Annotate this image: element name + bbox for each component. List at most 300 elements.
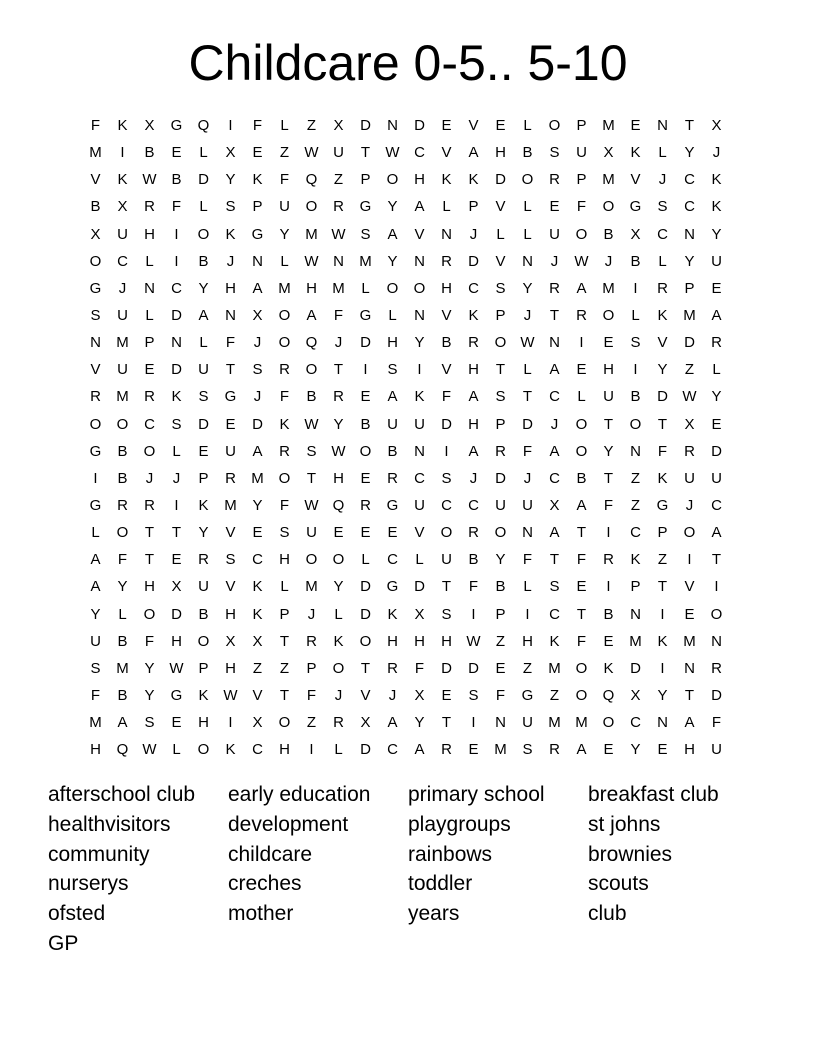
grid-letter: Y — [711, 225, 722, 243]
grid-letter: F — [441, 388, 452, 406]
grid-letter: N — [90, 334, 101, 352]
grid-letter: U — [117, 225, 128, 243]
grid-letter: X — [90, 225, 101, 243]
grid-letter: E — [684, 605, 695, 623]
grid-letter: T — [657, 578, 668, 596]
grid-letter: J — [307, 605, 316, 623]
grid-letter: V — [684, 578, 695, 596]
grid-letter: M — [116, 334, 129, 352]
grid-letter: H — [144, 578, 155, 596]
grid-letter: I — [660, 605, 665, 623]
grid-letter: Y — [603, 442, 614, 460]
grid-letter: O — [89, 415, 102, 433]
word-list — [48, 780, 768, 959]
grid-letter: H — [414, 171, 425, 189]
grid-letter: R — [333, 388, 344, 406]
grid-letter: Z — [630, 469, 641, 487]
word-list-item: afterschool club — [48, 783, 196, 806]
grid-letter: Q — [116, 741, 129, 759]
grid-letter: H — [468, 415, 479, 433]
grid-letter: E — [603, 741, 614, 759]
grid-letter: X — [252, 306, 263, 324]
grid-letter: R — [711, 334, 722, 352]
grid-letter: S — [657, 198, 668, 216]
grid-letter: E — [252, 524, 263, 542]
grid-letter: D — [171, 361, 182, 379]
grid-letter: V — [225, 578, 236, 596]
grid-letter: E — [711, 279, 722, 297]
grid-letter: C — [630, 524, 641, 542]
grid-letter: R — [441, 741, 452, 759]
grid-letter: S — [225, 551, 236, 569]
grid-letter: O — [305, 551, 318, 569]
grid-letter: X — [630, 686, 641, 704]
grid-letter: Z — [630, 496, 641, 514]
grid-letter: P — [144, 334, 155, 352]
grid-letter: E — [495, 659, 506, 677]
grid-letter: K — [252, 578, 263, 596]
grid-letter: G — [359, 306, 372, 324]
grid-letter: U — [711, 469, 722, 487]
grid-letter: A — [387, 388, 398, 406]
grid-letter: V — [441, 144, 452, 162]
grid-letter: J — [604, 252, 613, 270]
grid-letter: F — [279, 171, 290, 189]
grid-letter: B — [90, 198, 101, 216]
grid-letter: D — [630, 659, 641, 677]
grid-letter: T — [603, 415, 614, 433]
grid-letter: G — [359, 198, 372, 216]
grid-letter: B — [117, 632, 128, 650]
grid-letter: F — [522, 442, 533, 460]
grid-letter: A — [414, 741, 425, 759]
grid-letter: M — [251, 469, 264, 487]
grid-letter: Y — [711, 388, 722, 406]
grid-letter: K — [198, 496, 209, 514]
grid-letter: L — [334, 605, 343, 623]
grid-letter: A — [117, 714, 128, 732]
grid-letter: K — [225, 741, 236, 759]
grid-letter: J — [658, 171, 667, 189]
grid-letter: E — [252, 144, 263, 162]
grid-letter: B — [630, 252, 641, 270]
grid-letter: I — [714, 578, 719, 596]
word-list-item: development — [228, 812, 349, 836]
grid-letter: B — [387, 442, 398, 460]
grid-letter: B — [360, 415, 371, 433]
grid-letter: N — [333, 252, 344, 270]
grid-letter: Z — [522, 659, 533, 677]
grid-letter: I — [228, 714, 233, 732]
grid-letter: X — [333, 117, 344, 134]
grid-letter: L — [118, 605, 127, 623]
grid-letter: C — [468, 496, 479, 514]
grid-letter: M — [629, 632, 642, 650]
grid-letter: N — [630, 442, 641, 460]
grid-letter: L — [361, 551, 370, 569]
grid-letter: S — [360, 225, 371, 243]
grid-letter: N — [252, 252, 263, 270]
grid-letter: Y — [252, 496, 263, 514]
grid-letter: K — [603, 659, 614, 677]
grid-letter: I — [525, 605, 530, 623]
grid-letter: O — [197, 741, 210, 759]
grid-letter: R — [117, 496, 128, 514]
grid-letter: A — [684, 714, 695, 732]
grid-letter: G — [656, 496, 669, 514]
grid-letter: U — [90, 632, 101, 650]
grid-letter: L — [631, 306, 640, 324]
grid-letter: U — [198, 578, 209, 596]
grid-letter: F — [522, 551, 533, 569]
grid-letter: C — [387, 551, 398, 569]
grid-letter: I — [93, 469, 98, 487]
grid-letter: L — [577, 388, 586, 406]
grid-letter: P — [252, 198, 263, 216]
page-title: Childcare 0-5.. 5-10 — [188, 35, 628, 91]
grid-letter: M — [575, 714, 588, 732]
grid-letter: F — [603, 496, 614, 514]
grid-letter: Z — [306, 714, 317, 732]
grid-letter: G — [89, 496, 102, 514]
grid-letter: Y — [333, 578, 344, 596]
grid-letter: T — [657, 415, 668, 433]
grid-letter: O — [359, 442, 372, 460]
grid-letter: K — [657, 306, 668, 324]
grid-letter: H — [603, 361, 614, 379]
grid-letter: D — [360, 605, 371, 623]
grid-letter: B — [171, 171, 182, 189]
grid-letter: P — [657, 524, 668, 542]
grid-letter: U — [387, 415, 398, 433]
grid-letter: W — [520, 334, 535, 352]
grid-letter: F — [414, 659, 425, 677]
word-list-item: community — [48, 842, 150, 866]
grid-letter: S — [144, 714, 155, 732]
grid-letter: Y — [198, 279, 209, 297]
grid-letter: K — [252, 605, 263, 623]
grid-letter: O — [116, 415, 129, 433]
grid-letter: T — [360, 659, 371, 677]
grid-letter: A — [387, 225, 398, 243]
grid-letter: A — [549, 361, 560, 379]
grid-letter: C — [684, 171, 695, 189]
grid-letter: C — [630, 714, 641, 732]
grid-letter: N — [414, 442, 425, 460]
grid-letter: F — [711, 714, 722, 732]
grid-letter: H — [441, 632, 452, 650]
grid-letter: P — [198, 469, 209, 487]
letter-grid — [82, 112, 730, 763]
grid-letter: W — [304, 252, 319, 270]
grid-letter: D — [171, 306, 182, 324]
grid-letter: C — [414, 144, 425, 162]
grid-letter: D — [495, 171, 506, 189]
grid-letter: C — [657, 225, 668, 243]
grid-letter: Q — [305, 171, 318, 189]
word-list-item: rainbows — [408, 842, 493, 866]
grid-letter: N — [171, 334, 182, 352]
grid-letter: U — [522, 496, 533, 514]
grid-letter: F — [576, 551, 587, 569]
grid-letter: L — [523, 361, 532, 379]
grid-letter: N — [441, 225, 452, 243]
grid-letter: M — [332, 279, 345, 297]
grid-letter: K — [468, 306, 479, 324]
grid-letter: I — [228, 117, 233, 134]
grid-letter: C — [468, 279, 479, 297]
grid-letter: B — [576, 469, 587, 487]
grid-letter: B — [522, 144, 533, 162]
grid-letter: T — [549, 551, 560, 569]
grid-letter: K — [387, 605, 398, 623]
grid-letter: Y — [387, 252, 398, 270]
grid-letter: A — [414, 198, 425, 216]
grid-letter: Y — [414, 714, 425, 732]
grid-letter: A — [549, 442, 560, 460]
grid-letter: M — [89, 144, 102, 162]
grid-letter: R — [387, 469, 398, 487]
grid-letter: K — [711, 171, 722, 189]
grid-letter: V — [630, 171, 641, 189]
grid-letter: Y — [657, 361, 668, 379]
grid-letter: E — [360, 388, 371, 406]
grid-letter: E — [603, 632, 614, 650]
grid-letter: N — [414, 306, 425, 324]
grid-letter: R — [360, 496, 371, 514]
grid-letter: J — [388, 686, 397, 704]
grid-letter: V — [468, 117, 479, 134]
grid-letter: Y — [225, 171, 236, 189]
grid-letter: K — [711, 198, 722, 216]
grid-letter: O — [494, 334, 507, 352]
grid-letter: X — [360, 714, 371, 732]
grid-letter: M — [602, 117, 615, 134]
grid-letter: O — [197, 225, 210, 243]
grid-letter: D — [198, 171, 209, 189]
grid-letter: I — [363, 361, 368, 379]
grid-letter: P — [576, 117, 587, 134]
grid-letter: H — [414, 632, 425, 650]
grid-letter: X — [225, 144, 236, 162]
grid-letter: F — [306, 686, 317, 704]
grid-letter: S — [387, 361, 398, 379]
grid-letter: E — [360, 469, 371, 487]
grid-letter: S — [198, 388, 209, 406]
grid-letter: S — [549, 144, 560, 162]
grid-letter: T — [603, 469, 614, 487]
grid-letter: E — [603, 334, 614, 352]
grid-letter: A — [711, 306, 722, 324]
grid-letter: Y — [630, 741, 641, 759]
grid-letter: M — [278, 279, 291, 297]
grid-letter: I — [471, 714, 476, 732]
grid-letter: P — [576, 171, 587, 189]
grid-letter: Z — [495, 632, 506, 650]
grid-letter: X — [414, 686, 425, 704]
grid-letter: N — [144, 279, 155, 297]
grid-letter: P — [630, 578, 641, 596]
grid-letter: F — [90, 117, 101, 134]
grid-letter: T — [279, 632, 290, 650]
grid-letter: G — [251, 225, 264, 243]
grid-letter: O — [602, 198, 615, 216]
grid-letter: O — [197, 632, 210, 650]
grid-letter: N — [414, 252, 425, 270]
grid-letter: B — [630, 388, 641, 406]
grid-letter: N — [657, 117, 668, 134]
word-list-item: healthvisitors — [48, 812, 171, 836]
grid-letter: F — [468, 578, 479, 596]
grid-letter: C — [252, 551, 263, 569]
grid-letter: B — [306, 388, 317, 406]
grid-letter: A — [576, 279, 587, 297]
grid-letter: P — [468, 198, 479, 216]
grid-letter: J — [226, 252, 235, 270]
grid-letter: K — [549, 632, 560, 650]
grid-letter: Y — [144, 659, 155, 677]
grid-letter: I — [579, 334, 584, 352]
grid-letter: T — [576, 524, 587, 542]
grid-letter: S — [90, 306, 101, 324]
grid-letter: H — [225, 659, 236, 677]
grid-letter: I — [633, 279, 638, 297]
grid-letter: R — [549, 279, 560, 297]
grid-letter: T — [171, 524, 182, 542]
grid-letter: C — [441, 496, 452, 514]
grid-letter: X — [117, 198, 128, 216]
grid-letter: K — [468, 171, 479, 189]
grid-letter: W — [304, 496, 319, 514]
grid-letter: U — [711, 252, 722, 270]
grid-letter: L — [334, 741, 343, 759]
grid-letter: H — [387, 334, 398, 352]
grid-letter: J — [253, 388, 262, 406]
grid-letter: G — [89, 279, 102, 297]
word-list-item: years — [408, 902, 460, 926]
grid-letter: O — [278, 306, 291, 324]
grid-letter: H — [333, 469, 344, 487]
grid-letter: I — [687, 551, 692, 569]
grid-letter: M — [683, 632, 696, 650]
grid-letter: M — [305, 578, 318, 596]
grid-letter: I — [660, 659, 665, 677]
grid-letter: E — [225, 415, 236, 433]
grid-letter: X — [144, 117, 155, 134]
grid-letter: N — [522, 524, 533, 542]
grid-letter: D — [468, 659, 479, 677]
grid-letter: O — [548, 117, 561, 134]
grid-letter: R — [549, 171, 560, 189]
grid-letter: V — [441, 306, 452, 324]
grid-letter: K — [279, 415, 290, 433]
grid-letter: U — [279, 198, 290, 216]
grid-letter: P — [495, 306, 506, 324]
grid-letter: Z — [279, 144, 290, 162]
word-list-item: st johns — [588, 812, 661, 836]
grid-letter: T — [549, 306, 560, 324]
grid-letter: V — [441, 361, 452, 379]
grid-letter: D — [522, 415, 533, 433]
grid-letter: O — [305, 361, 318, 379]
grid-letter: P — [198, 659, 209, 677]
grid-letter: V — [252, 686, 263, 704]
grid-letter: X — [684, 415, 695, 433]
grid-letter: H — [468, 361, 479, 379]
grid-letter: O — [143, 442, 156, 460]
grid-letter: C — [117, 252, 128, 270]
grid-letter: U — [333, 144, 344, 162]
grid-letter: S — [468, 686, 479, 704]
grid-letter: D — [360, 578, 371, 596]
grid-letter: Z — [306, 117, 317, 134]
grid-letter: U — [225, 442, 236, 460]
grid-letter: C — [549, 388, 560, 406]
grid-letter: P — [360, 171, 371, 189]
grid-letter: C — [684, 198, 695, 216]
grid-letter: G — [386, 496, 399, 514]
grid-letter: V — [657, 334, 668, 352]
grid-letter: L — [145, 252, 154, 270]
grid-letter: I — [606, 578, 611, 596]
grid-letter: C — [387, 741, 398, 759]
grid-letter: R — [198, 551, 209, 569]
grid-letter: L — [199, 334, 208, 352]
grid-letter: F — [657, 442, 668, 460]
grid-letter: F — [495, 686, 506, 704]
grid-letter: T — [522, 388, 533, 406]
word-list-item: primary school — [408, 783, 545, 806]
grid-letter: L — [172, 741, 181, 759]
grid-letter: F — [117, 551, 128, 569]
grid-letter: O — [278, 469, 291, 487]
grid-letter: U — [603, 388, 614, 406]
grid-letter: O — [494, 524, 507, 542]
grid-letter: U — [306, 524, 317, 542]
grid-letter: B — [198, 605, 209, 623]
grid-letter: L — [658, 252, 667, 270]
grid-letter: Y — [684, 144, 695, 162]
grid-letter: U — [684, 469, 695, 487]
grid-letter: R — [333, 198, 344, 216]
grid-letter: V — [495, 198, 506, 216]
grid-letter: S — [252, 361, 263, 379]
grid-letter: E — [495, 117, 506, 134]
grid-letter: O — [386, 171, 399, 189]
grid-letter: R — [90, 388, 101, 406]
grid-letter: B — [495, 578, 506, 596]
grid-letter: G — [224, 388, 237, 406]
grid-letter: D — [171, 605, 182, 623]
grid-letter: C — [144, 415, 155, 433]
grid-letter: R — [333, 714, 344, 732]
grid-letter: T — [333, 361, 344, 379]
grid-letter: E — [711, 415, 722, 433]
grid-letter: S — [90, 659, 101, 677]
grid-letter: A — [198, 306, 209, 324]
grid-letter: K — [117, 117, 128, 134]
grid-letter: X — [549, 496, 560, 514]
grid-letter: P — [306, 659, 317, 677]
grid-letter: J — [253, 334, 262, 352]
grid-letter: B — [198, 252, 209, 270]
grid-letter: O — [602, 306, 615, 324]
grid-letter: E — [441, 686, 452, 704]
grid-letter: A — [468, 144, 479, 162]
grid-letter: R — [468, 334, 479, 352]
grid-letter: P — [684, 279, 695, 297]
grid-letter: V — [414, 524, 425, 542]
